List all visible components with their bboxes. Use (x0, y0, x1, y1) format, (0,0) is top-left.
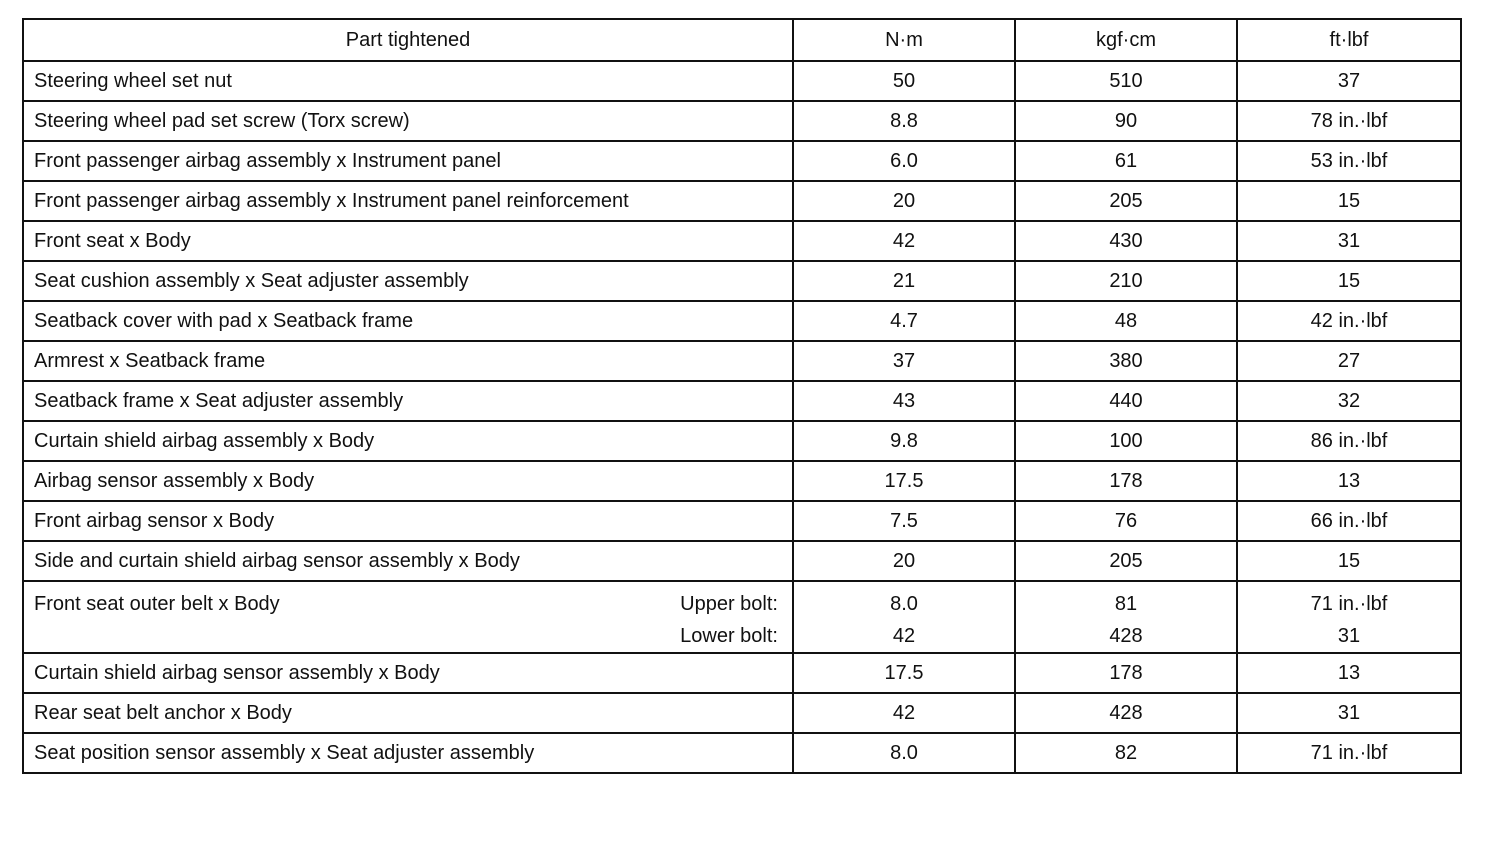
nm-cell: 20 (793, 181, 1015, 221)
nm-cell: 8.8 (793, 101, 1015, 141)
nm-cell: 9.8 (793, 421, 1015, 461)
nm-cell: 17.5 (793, 461, 1015, 501)
ft-cell: 66 in.·lbf (1237, 501, 1461, 541)
part-cell: Front passenger airbag assembly x Instrument panel (23, 141, 793, 181)
lower-kgf: 428 (1109, 625, 1143, 647)
part-cell: Curtain shield airbag assembly x Body (23, 421, 793, 461)
ft-cell: 31 (1237, 221, 1461, 261)
kgf-cell: 82 (1015, 733, 1237, 773)
kgf-cell: 428 (1015, 693, 1237, 733)
ft-cell: 78 in.·lbf (1237, 101, 1461, 141)
table-row (23, 221, 1461, 261)
ft-cell: 13 (1237, 461, 1461, 501)
ft-cell: 53 in.·lbf (1237, 141, 1461, 181)
kgf-cell: 61 (1015, 141, 1237, 181)
table-row (23, 181, 1461, 221)
nm-cell: 20 (793, 541, 1015, 581)
table-row (23, 381, 1461, 421)
part-cell: Armrest x Seatback frame (23, 341, 793, 381)
table-row (23, 501, 1461, 541)
ft-cell: 13 (1237, 653, 1461, 693)
table-row (23, 461, 1461, 501)
part-cell: Seat position sensor assembly x Seat adjuster assembly (23, 733, 793, 773)
kgf-cell: 76 (1015, 501, 1237, 541)
ft-cell: 71 in.·lbf (1237, 733, 1461, 773)
table-row (23, 341, 1461, 381)
part-cell: Steering wheel set nut (23, 61, 793, 101)
ft-cell: 27 (1237, 341, 1461, 381)
table-row (23, 733, 1461, 773)
ft-cell: 15 (1237, 261, 1461, 301)
nm-cell: 43 (793, 381, 1015, 421)
torque-table-wrapper (22, 18, 1460, 774)
header-kgf-cm: kgf·cm (1015, 19, 1237, 61)
ft-cell: 31 (1237, 693, 1461, 733)
header-newton-meter: N·m (793, 19, 1015, 61)
part-cell: Rear seat belt anchor x Body (23, 693, 793, 733)
nm-cell: 42 (793, 221, 1015, 261)
nm-cell: 42 (793, 693, 1015, 733)
ft-cell: 15 (1237, 541, 1461, 581)
nm-stack (804, 588, 1004, 652)
ft-cell: 15 (1237, 181, 1461, 221)
lower-bolt-label: Lower bolt: (680, 625, 778, 647)
nm-cell: 8.0 (793, 733, 1015, 773)
table-row (23, 61, 1461, 101)
nm-cell: 50 (793, 61, 1015, 101)
ft-stack (1248, 588, 1450, 652)
nm-cell: 4.7 (793, 301, 1015, 341)
upper-ft: 71 in.·lbf (1310, 593, 1388, 615)
upper-nm: 8.0 (890, 593, 918, 615)
belt-part-label: Front seat outer belt x Body (34, 593, 280, 615)
header-part-tightened: Part tightened (23, 19, 793, 61)
nm-cell: 17.5 (793, 653, 1015, 693)
kgf-cell: 440 (1015, 381, 1237, 421)
nm-cell: 37 (793, 341, 1015, 381)
bolt-labels (680, 588, 782, 652)
kgf-stack (1026, 588, 1226, 652)
upper-bolt-label: Upper bolt: (680, 593, 778, 615)
kgf-cell (1015, 581, 1237, 653)
kgf-cell: 205 (1015, 181, 1237, 221)
table-row (23, 541, 1461, 581)
part-cell: Seatback cover with pad x Seatback frame (23, 301, 793, 341)
nm-cell: 6.0 (793, 141, 1015, 181)
part-cell: Front airbag sensor x Body (23, 501, 793, 541)
table-row (23, 653, 1461, 693)
part-cell: Curtain shield airbag sensor assembly x Body (23, 653, 793, 693)
table-row (23, 141, 1461, 181)
part-cell: Seat cushion assembly x Seat adjuster assembly (23, 261, 793, 301)
kgf-cell: 205 (1015, 541, 1237, 581)
ft-cell: 42 in.·lbf (1237, 301, 1461, 341)
table-row (23, 421, 1461, 461)
nm-cell (793, 581, 1015, 653)
kgf-cell: 90 (1015, 101, 1237, 141)
kgf-cell: 430 (1015, 221, 1237, 261)
ft-cell: 86 in.·lbf (1237, 421, 1461, 461)
nm-cell: 7.5 (793, 501, 1015, 541)
torque-specification-table (22, 18, 1462, 774)
lower-nm: 42 (892, 625, 916, 647)
part-cell: Airbag sensor assembly x Body (23, 461, 793, 501)
ft-cell: 37 (1237, 61, 1461, 101)
part-cell: Front seat x Body (23, 221, 793, 261)
header-ft-lbf: ft·lbf (1237, 19, 1461, 61)
ft-cell: 32 (1237, 381, 1461, 421)
table-row (23, 261, 1461, 301)
upper-kgf: 81 (1114, 593, 1138, 615)
part-cell: Steering wheel pad set screw (Torx screw) (23, 101, 793, 141)
table-row (23, 693, 1461, 733)
ft-cell (1237, 581, 1461, 653)
table-row (23, 301, 1461, 341)
part-cell: Seatback frame x Seat adjuster assembly (23, 381, 793, 421)
kgf-cell: 210 (1015, 261, 1237, 301)
table-row-belt (23, 581, 1461, 653)
nm-cell: 21 (793, 261, 1015, 301)
kgf-cell: 100 (1015, 421, 1237, 461)
table-body (23, 61, 1461, 773)
kgf-cell: 178 (1015, 653, 1237, 693)
header-row (23, 19, 1461, 61)
kgf-cell: 380 (1015, 341, 1237, 381)
kgf-cell: 48 (1015, 301, 1237, 341)
kgf-cell: 510 (1015, 61, 1237, 101)
lower-ft: 31 (1337, 625, 1361, 647)
belt-part-layout (34, 588, 782, 652)
part-cell: Front passenger airbag assembly x Instrument panel reinforcement (23, 181, 793, 221)
part-cell (23, 581, 793, 653)
part-cell: Side and curtain shield airbag sensor assembly x Body (23, 541, 793, 581)
kgf-cell: 178 (1015, 461, 1237, 501)
table-row (23, 101, 1461, 141)
